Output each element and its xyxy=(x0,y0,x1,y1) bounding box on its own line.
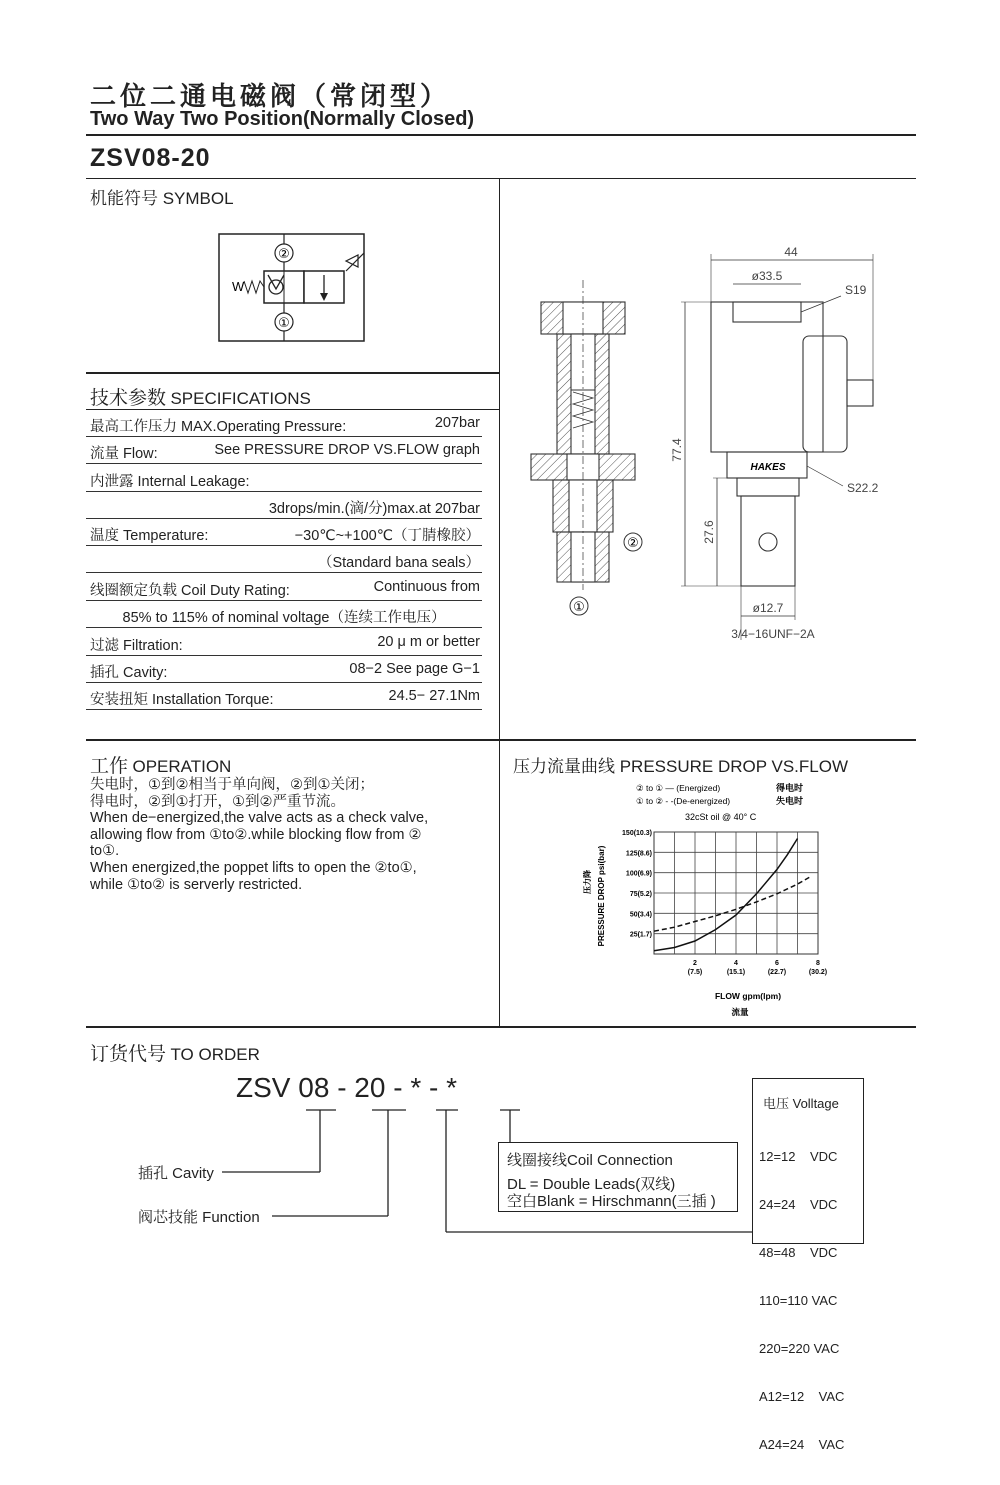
operation-line: 失电时，①到②相当于单向阀，②到①关闭； xyxy=(90,777,374,793)
x-tick-label: 6 xyxy=(775,960,779,967)
spec-value: −30℃~+100℃（丁腈橡胶） xyxy=(294,528,480,544)
pressure-flow-chart xyxy=(580,778,840,1023)
model-number: ZSV08-20 xyxy=(90,144,211,172)
divider xyxy=(86,372,499,374)
thread-label: 3/4−16UNF−2A xyxy=(731,627,815,641)
spec-row xyxy=(86,656,482,683)
order-heading xyxy=(90,1039,260,1066)
spec-value: See PRESSURE DROP VS.FLOW graph xyxy=(214,442,480,458)
operation-text xyxy=(90,777,490,893)
spec-row xyxy=(86,546,482,573)
order-code-voltage: * xyxy=(446,1072,458,1103)
spec-value: 24.5− 27.1Nm xyxy=(388,688,480,704)
voltage-option: 220=220 VAC xyxy=(759,1341,840,1356)
chart-grid xyxy=(654,832,818,954)
voltage-option: 24=24 VDC xyxy=(759,1197,838,1212)
drawing-port-2-label: ② xyxy=(627,535,639,550)
divider xyxy=(86,739,916,741)
divider xyxy=(86,1026,916,1028)
coil-option: 空白Blank = Hirschmann(三插 ) xyxy=(507,1193,716,1210)
y-tick-label: 50(3.4) xyxy=(629,911,652,919)
order-heading-cn: 订货代号 xyxy=(90,1044,167,1065)
spec-row xyxy=(86,465,482,492)
x-tick-sublabel: (22.7) xyxy=(767,969,787,976)
spec-label: 过滤 Filtration: xyxy=(90,638,183,654)
x-tick-label: 8 xyxy=(816,960,820,967)
chart-condition: 32cSt oil @ 40° C xyxy=(685,812,757,822)
order-heading-en: TO ORDER xyxy=(170,1045,260,1064)
spec-value: Continuous from xyxy=(373,579,480,595)
spec-label: 线圈额定负载 Coil Duty Rating: xyxy=(90,583,290,599)
y-tick-label: 150(10.3) xyxy=(622,830,652,837)
operation-line: to①. xyxy=(90,843,120,860)
legend-deenergized-cn: 失电时 xyxy=(776,796,804,806)
voltage-option: 12=12 VDC xyxy=(759,1149,838,1164)
order-code-dash: - xyxy=(337,1072,347,1103)
order-code-cavity: 08 xyxy=(298,1072,330,1103)
spec-label: 最高工作压力 MAX.Operating Pressure: xyxy=(90,419,347,435)
dim-lower-height-label: 27.6 xyxy=(702,520,716,544)
y-tick-label: 25(1.7) xyxy=(629,931,652,939)
dim-diameter-top-label: ø33.5 xyxy=(751,269,783,283)
legend-deenergized: ① to ② - -(De-energized) xyxy=(636,796,731,806)
spec-row xyxy=(86,574,482,601)
order-code-series: ZSV xyxy=(236,1072,291,1103)
spec-label: 安装扭矩 Installation Torque: xyxy=(90,692,274,708)
order-code-function: 20 xyxy=(354,1072,386,1103)
legend-energized-cn: 得电时 xyxy=(776,783,804,793)
symbol-heading: 机能符号 SYMBOL xyxy=(90,189,234,208)
legend-energized: ② to ① — (Energized) xyxy=(636,783,721,793)
valve-symbol xyxy=(218,233,366,343)
chart-heading: 压力流量曲线 PRESSURE DROP VS.FLOW xyxy=(513,757,849,776)
drawing-port-1-label: ① xyxy=(573,599,585,614)
voltage-option: A12=12 VAC xyxy=(759,1389,845,1404)
voltage-option: 48=48 VDC xyxy=(759,1245,838,1260)
brand-label: HAKES xyxy=(750,462,786,473)
chart-y-ticks xyxy=(622,830,652,939)
voltage-list xyxy=(759,1117,844,1485)
spec-value: （Standard bana seals） xyxy=(317,555,480,571)
operation-line: When energized,the poppet lifts to open the ②to①, xyxy=(90,859,417,876)
operation-heading xyxy=(90,751,231,778)
y-tick-label: 75(5.2) xyxy=(629,891,652,898)
x-tick-sublabel: (30.2) xyxy=(808,969,828,976)
chart-xlabel: FLOW gpm(lpm) xyxy=(714,991,782,1001)
spec-label: 流量 Flow: xyxy=(90,446,158,462)
specs-heading-cn: 技术参数 xyxy=(90,388,167,409)
spec-row xyxy=(86,601,482,628)
spec-row xyxy=(86,410,482,437)
y-tick-label: 125(8.6) xyxy=(625,850,652,858)
x-tick-label: 4 xyxy=(734,960,738,967)
spec-row xyxy=(86,629,482,656)
order-cavity-label: 插孔 Cavity xyxy=(138,1165,214,1182)
spec-row xyxy=(86,492,482,519)
spec-value: 20 μ m or better xyxy=(377,634,480,650)
operation-line: allowing flow from ①to②.while blocking flow from ② xyxy=(90,826,422,843)
voltage-title: 电压 Volltage xyxy=(763,1096,839,1111)
spec-row xyxy=(86,519,482,546)
divider xyxy=(86,178,916,179)
operation-heading-en: OPERATION xyxy=(132,757,232,776)
spec-value: 08−2 See page G−1 xyxy=(349,661,480,677)
x-tick-label: 2 xyxy=(693,960,697,967)
hex-top-label: S19 xyxy=(845,283,867,297)
voltage-option: 110=110 VAC xyxy=(759,1293,838,1308)
coil-title: 线圈接线Coil Connection xyxy=(507,1152,673,1169)
spec-label: 温度 Temperature: xyxy=(90,528,209,544)
spec-label: 插孔 Cavity: xyxy=(90,665,168,681)
order-function-label: 阀芯技能 Function xyxy=(138,1209,260,1226)
spec-row xyxy=(86,683,482,710)
operation-heading-cn: 工作 xyxy=(90,756,129,777)
dim-width-label: 44 xyxy=(784,245,798,259)
chart-ylabel-cn: 压力降 xyxy=(583,870,592,894)
coil-option: DL = Double Leads(双线) xyxy=(507,1176,676,1193)
x-tick-sublabel: (15.1) xyxy=(726,969,746,976)
valve-drawing xyxy=(505,240,905,660)
order-code-coil: * xyxy=(410,1072,422,1103)
voltage-box xyxy=(752,1078,864,1452)
operation-line: while ①to② is serverly restricted. xyxy=(90,876,303,893)
dim-diameter-bottom-label: ø12.7 xyxy=(752,601,784,615)
specs-heading xyxy=(90,383,311,410)
chart-ylabel: PRESSURE DROP psi(bar) xyxy=(597,845,606,947)
symbol-port-2-label: ② xyxy=(278,246,290,261)
title-english: Two Way Two Position(Normally Closed) xyxy=(90,108,475,130)
chart-xlabel-cn: 流量 xyxy=(731,1007,749,1017)
operation-line: 得电时，②到①打开，①到②严重节流。 xyxy=(90,793,345,810)
order-code-dash: - xyxy=(429,1072,439,1103)
hex-lower-label: S22.2 xyxy=(847,481,879,495)
coil-connection-box xyxy=(498,1142,738,1212)
series-deenergized-line xyxy=(654,876,812,931)
specs-heading-en: SPECIFICATIONS xyxy=(170,389,311,408)
spec-value: 3drops/min.(滴/分)max.at 207bar xyxy=(268,501,480,517)
voltage-option: A24=24 VAC xyxy=(759,1437,845,1452)
divider xyxy=(499,178,500,739)
order-code-dash: - xyxy=(393,1072,403,1103)
divider xyxy=(86,134,916,136)
spec-label: 内泄露 Internal Leakage: xyxy=(90,474,250,490)
dim-total-height-label: 77.4 xyxy=(670,438,684,462)
spec-row xyxy=(86,437,482,464)
spec-value: 207bar xyxy=(434,415,480,431)
x-tick-sublabel: (7.5) xyxy=(687,969,703,976)
operation-line: When de−energized,the valve acts as a check valve, xyxy=(90,810,429,827)
title-chinese: 二位二通电磁阀（常闭型） xyxy=(90,81,451,111)
chart-x-ticks xyxy=(688,960,827,976)
symbol-port-1-label: ① xyxy=(278,315,290,330)
spec-value: 85% to 115% of nominal voltage（连续工作电压） xyxy=(122,610,446,626)
divider xyxy=(499,741,500,1027)
symbol-spring-label: W xyxy=(232,279,245,294)
y-tick-label: 100(6.9) xyxy=(625,870,652,878)
